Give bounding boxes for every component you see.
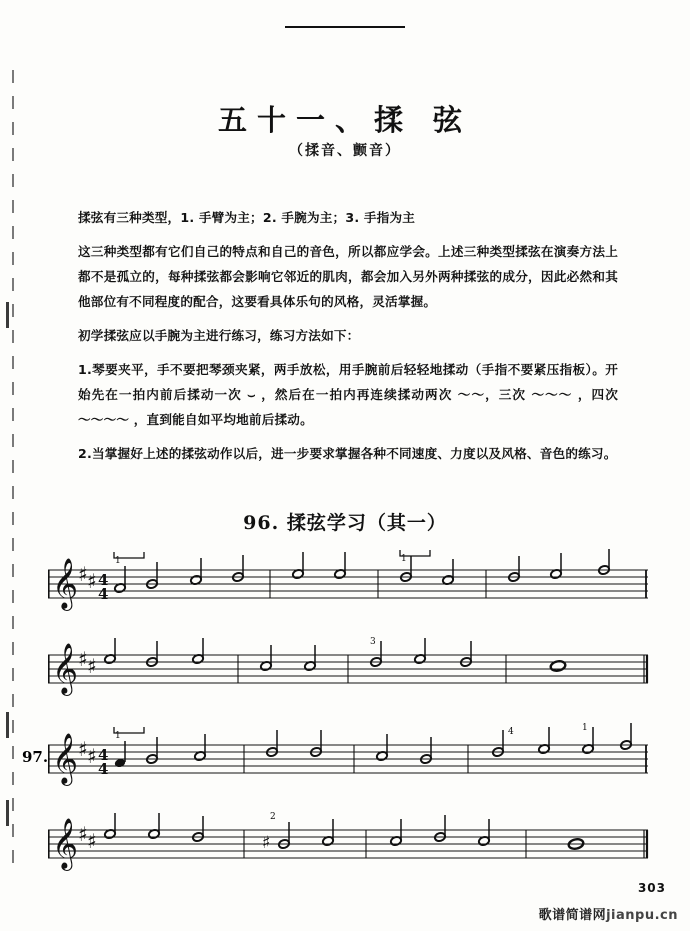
- watermark: [539, 904, 678, 923]
- paragraph-4: 1.琴要夹平，手不要把琴颈夹紧，两手放松，用手腕前后轻轻地揉动（手指不要紧压指板）。开始先在一拍内前后揉动一次 ⌣ ，然后在一拍内再连续揉动两次 〜〜，三次 〜〜〜 ，四次 〜〜〜〜 ，直到能自如平均地前后揉动。: [78, 362, 618, 427]
- paragraph-3: 初学揉弦应以手腕为主进行练习，练习方法如下：: [78, 328, 360, 343]
- svg-text:4: 4: [508, 727, 514, 737]
- paragraph-2: 这三种类型都有它们自己的特点和自己的音色，所以都应学会。上述三种类型揉弦在演奏方法上都不是孤立的，每种揉弦都会影响它邻近的肌肉，都会加入另外两种揉弦的成分，因此必然和其他部位有不同程度的配合，这要看具体乐句的风格，灵活掌握。: [78, 244, 618, 309]
- svg-text:𝄞: 𝄞: [52, 643, 79, 694]
- paragraph-1: 揉弦有三种类型，1. 手臂为主；2. 手腕为主；3. 手指为主: [78, 210, 416, 225]
- svg-text:♯: ♯: [87, 569, 97, 593]
- page-title: 五十一、揉 弦: [217, 103, 473, 137]
- watermark-en: jianpu.cn: [606, 908, 678, 923]
- svg-text:1: 1: [115, 556, 121, 566]
- svg-text:3: 3: [370, 637, 376, 647]
- svg-text:2: 2: [270, 812, 276, 822]
- paragraph-5: 2.当掌握好上述的揉弦动作以后，进一步要求掌握各种不同速度、力度以及风格、音色的练习。: [78, 446, 617, 461]
- binding-marks: [8, 70, 22, 870]
- page-subtitle: （揉音、颤音）: [289, 143, 401, 159]
- svg-text:𝄞: 𝄞: [52, 733, 79, 784]
- svg-text:4: 4: [98, 746, 109, 764]
- watermark-cn: 歌谱简谱网: [538, 908, 607, 923]
- svg-text:𝄞: 𝄞: [52, 818, 79, 869]
- svg-text:♯: ♯: [87, 829, 97, 853]
- page-number: 303: [637, 881, 666, 895]
- svg-text:1: 1: [401, 554, 407, 564]
- margin-tick-lower: [6, 712, 9, 738]
- svg-text:♯: ♯: [87, 654, 97, 678]
- exercise-heading: 96. 揉弦学习（其一）: [243, 512, 447, 534]
- body-text: [78, 205, 618, 475]
- svg-text:4: 4: [98, 760, 109, 778]
- top-rule: [285, 26, 405, 28]
- svg-text:♯: ♯: [78, 737, 88, 761]
- svg-text:♯: ♯: [78, 562, 88, 586]
- svg-text:4: 4: [98, 571, 109, 589]
- margin-tick-upper: [6, 302, 9, 328]
- notation-svg: 𝄞 𝄞 ♯ ♯ 4 4 1 1 𝄞 ♯ ♯ 3 𝄞 ♯ ♯ 4 4 1 4 1 𝄞 ♯ ♯ 2 ♯: [48, 560, 648, 880]
- svg-text:♯: ♯: [262, 833, 271, 853]
- svg-text:1: 1: [582, 723, 588, 733]
- svg-text:4: 4: [98, 585, 109, 603]
- svg-text:♯: ♯: [78, 647, 88, 671]
- svg-text:♯: ♯: [87, 744, 97, 768]
- svg-text:𝄞: 𝄞: [52, 558, 79, 609]
- margin-tick-lower-2: [6, 800, 9, 826]
- exercise-number-97: 97.: [22, 748, 49, 766]
- svg-text:♯: ♯: [78, 822, 88, 846]
- svg-text:1: 1: [115, 731, 121, 741]
